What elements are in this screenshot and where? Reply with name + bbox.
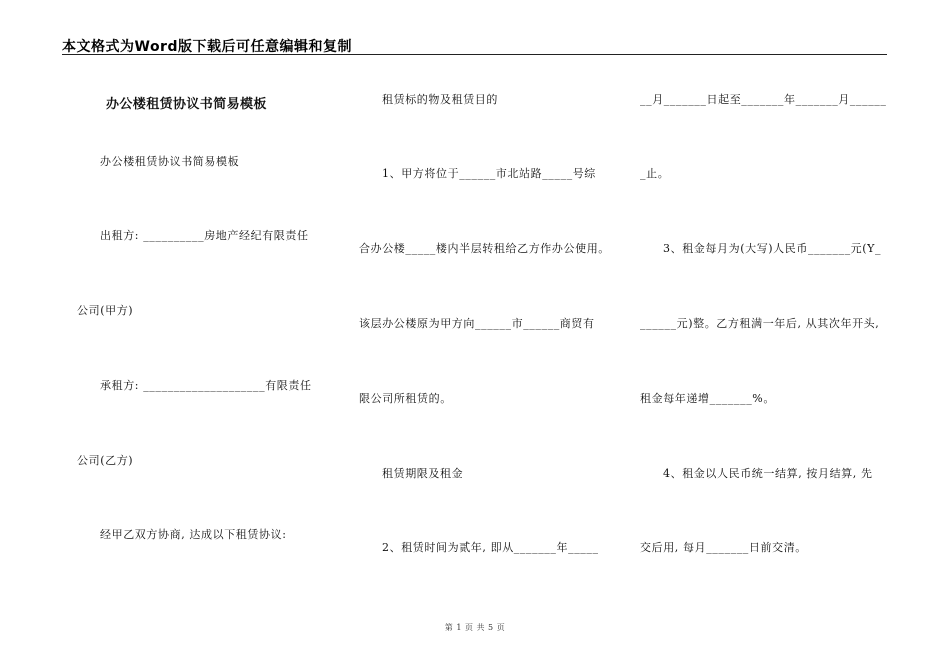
col3-line: 租金每年递增_______%。 (640, 392, 775, 405)
col3-line: ______元)整。乙方租满一年后, 从其次年开头, (640, 317, 880, 330)
col2-line: 合办公楼_____楼内半层转租给乙方作办公使用。 (359, 242, 610, 255)
col3-line: 4、租金以人民币统一结算, 按月结算, 先 (663, 467, 873, 480)
col1-line: 公司(甲方) (77, 304, 134, 317)
col1-line: 办公楼租赁协议书简易模板 (100, 155, 240, 168)
col2-line: 限公司所租赁的。 (359, 392, 452, 405)
col2-line: 1、甲方将位于______市北站路_____号综 (382, 167, 596, 180)
col3-line: 3、租金每月为(大写)人民币_______元(Y_ (663, 242, 882, 255)
document-title: 办公楼租赁协议书简易模板 (106, 97, 267, 112)
col1-line: 出租方: __________房地产经纪有限责任 (100, 229, 309, 242)
col3-line: _止。 (640, 167, 670, 180)
col1-line: 经甲乙双方协商, 达成以下租赁协议: (100, 528, 287, 541)
document-header-title: 本文格式为Word版下载后可任意编辑和复制 (62, 39, 352, 55)
page-number-footer: 第 1 页 共 5 页 (444, 623, 506, 632)
col2-line: 租赁期限及租金 (382, 467, 464, 480)
col2-line: 2、租赁时间为贰年, 即从_______年_____ (382, 541, 599, 554)
col2-line: 租赁标的物及租赁目的 (382, 93, 498, 106)
col2-line: 该层办公楼原为甲方向______市______商贸有 (359, 317, 595, 330)
col1-line: 承租方: ____________________有限责任 (100, 379, 312, 392)
col1-line: 公司(乙方) (77, 454, 134, 467)
col3-line: 交后用, 每月_______日前交清。 (640, 541, 807, 554)
col3-line: __月_______日起至_______年_______月______ (640, 93, 887, 106)
header-divider (62, 54, 887, 55)
